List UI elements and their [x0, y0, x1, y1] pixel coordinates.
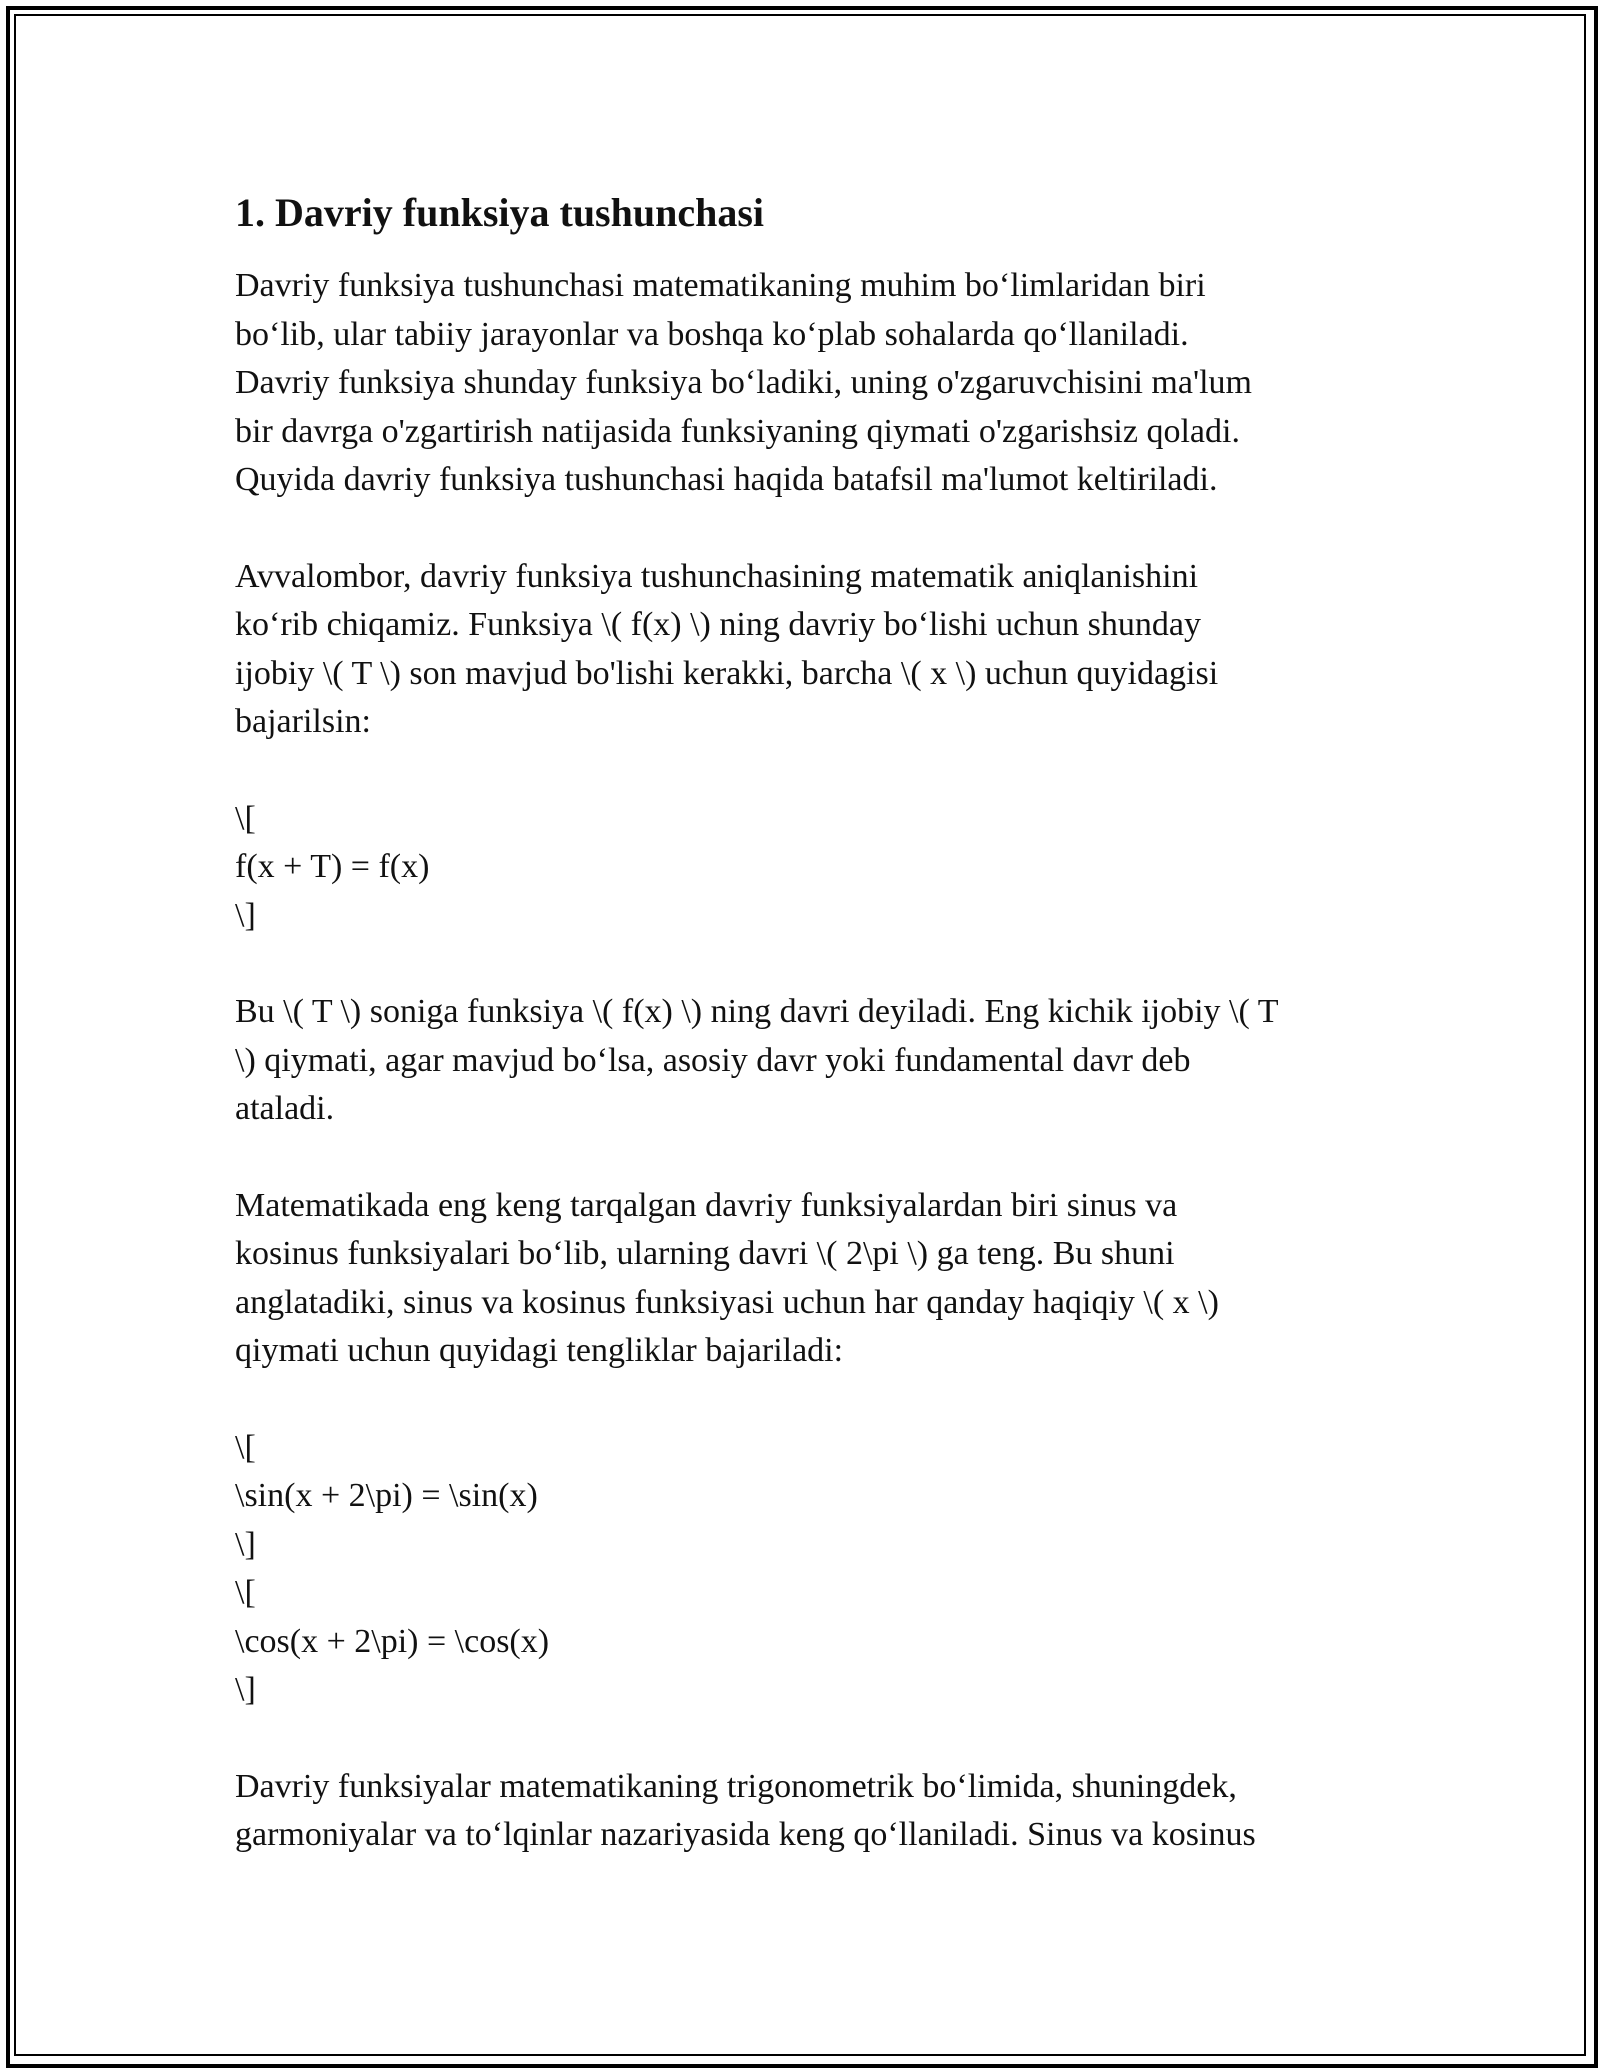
text-line: garmoniyalar va to‘lqinlar nazariyasida keng qo‘llaniladi. Sinus va kosinus	[235, 1816, 1256, 1853]
text-line: Davriy funksiyalar matematikaning trigonometrik bo‘limida, shuningdek,	[235, 1767, 1237, 1805]
text-line: bo‘lib, ular tabiiy jarayonlar va boshqa ko‘plab sohalarda qo‘llaniladi.	[235, 315, 1189, 353]
text-line: Davriy funksiya tushunchasi matematikaning muhim bo‘limlaridan biri	[235, 267, 1206, 304]
paragraph-definition	[235, 553, 1375, 747]
text-line: ijobiy \( T \) son mavjud bo'lishi kerakki, barcha \( x \) uchun quyidagisi	[235, 654, 1219, 692]
text-line: Matematikada eng keng tarqalgan davriy funksiyalardan biri sinus va	[235, 1186, 1178, 1224]
text-line: \) qiymati, agar mavjud bo‘lsa, asosiy davr yoki fundamental davr deb	[235, 1041, 1191, 1079]
text-line: ataladi.	[235, 1090, 335, 1127]
text-line: Bu \( T \) soniga funksiya \( f(x) \) ning davri deyiladi. Eng kichik ijobiy \( T	[235, 993, 1279, 1030]
text-line: qiymati uchun quyidagi tengliklar bajariladi:	[235, 1332, 844, 1369]
paragraph-applications	[235, 1763, 1375, 1860]
text-line: ko‘rib chiqamiz. Funksiya \( f(x) \) ning davriy bo‘lishi uchun shunday	[235, 606, 1201, 643]
formula-line: \[	[235, 1574, 256, 1611]
text-line: Davriy funksiya shunday funksiya bo‘ladiki, uning o'zgaruvchisini ma'lum	[235, 364, 1252, 401]
text-line: bir davrga o'zgartirish natijasida funksiyaning qiymati o'zgarishsiz qoladi.	[235, 412, 1240, 450]
formula-period-definition	[235, 795, 1375, 941]
formula-line: \cos(x + 2\pi) = \cos(x)	[235, 1622, 550, 1660]
formula-line: \]	[235, 896, 256, 934]
formula-sin-cos	[235, 1424, 1375, 1715]
text-line: anglatadiki, sinus va kosinus funksiyasi uchun har qanday haqiqiy \( x \)	[235, 1283, 1219, 1321]
document-body	[235, 184, 1375, 1908]
paragraph-intro	[235, 262, 1375, 505]
formula-line: \sin(x + 2\pi) = \sin(x)	[235, 1477, 538, 1514]
formula-line: f(x + T) = f(x)	[235, 848, 430, 885]
text-line: bajarilsin:	[235, 703, 371, 740]
paragraph-sin-cos	[235, 1182, 1375, 1376]
formula-line: \[	[235, 799, 256, 837]
text-line: Quyida davriy funksiya tushunchasi haqida batafsil ma'lumot keltiriladi.	[235, 461, 1218, 498]
section-heading: 1. Davriy funksiya tushunchasi	[235, 190, 765, 235]
formula-line: \[	[235, 1428, 256, 1466]
formula-line: \]	[235, 1525, 256, 1563]
text-line: Avvalombor, davriy funksiya tushunchasining matematik aniqlanishini	[235, 557, 1199, 595]
paragraph-period-name	[235, 988, 1375, 1134]
formula-line: \]	[235, 1671, 256, 1708]
text-line: kosinus funksiyalari bo‘lib, ularning davri \( 2\pi \) ga teng. Bu shuni	[235, 1235, 1175, 1272]
